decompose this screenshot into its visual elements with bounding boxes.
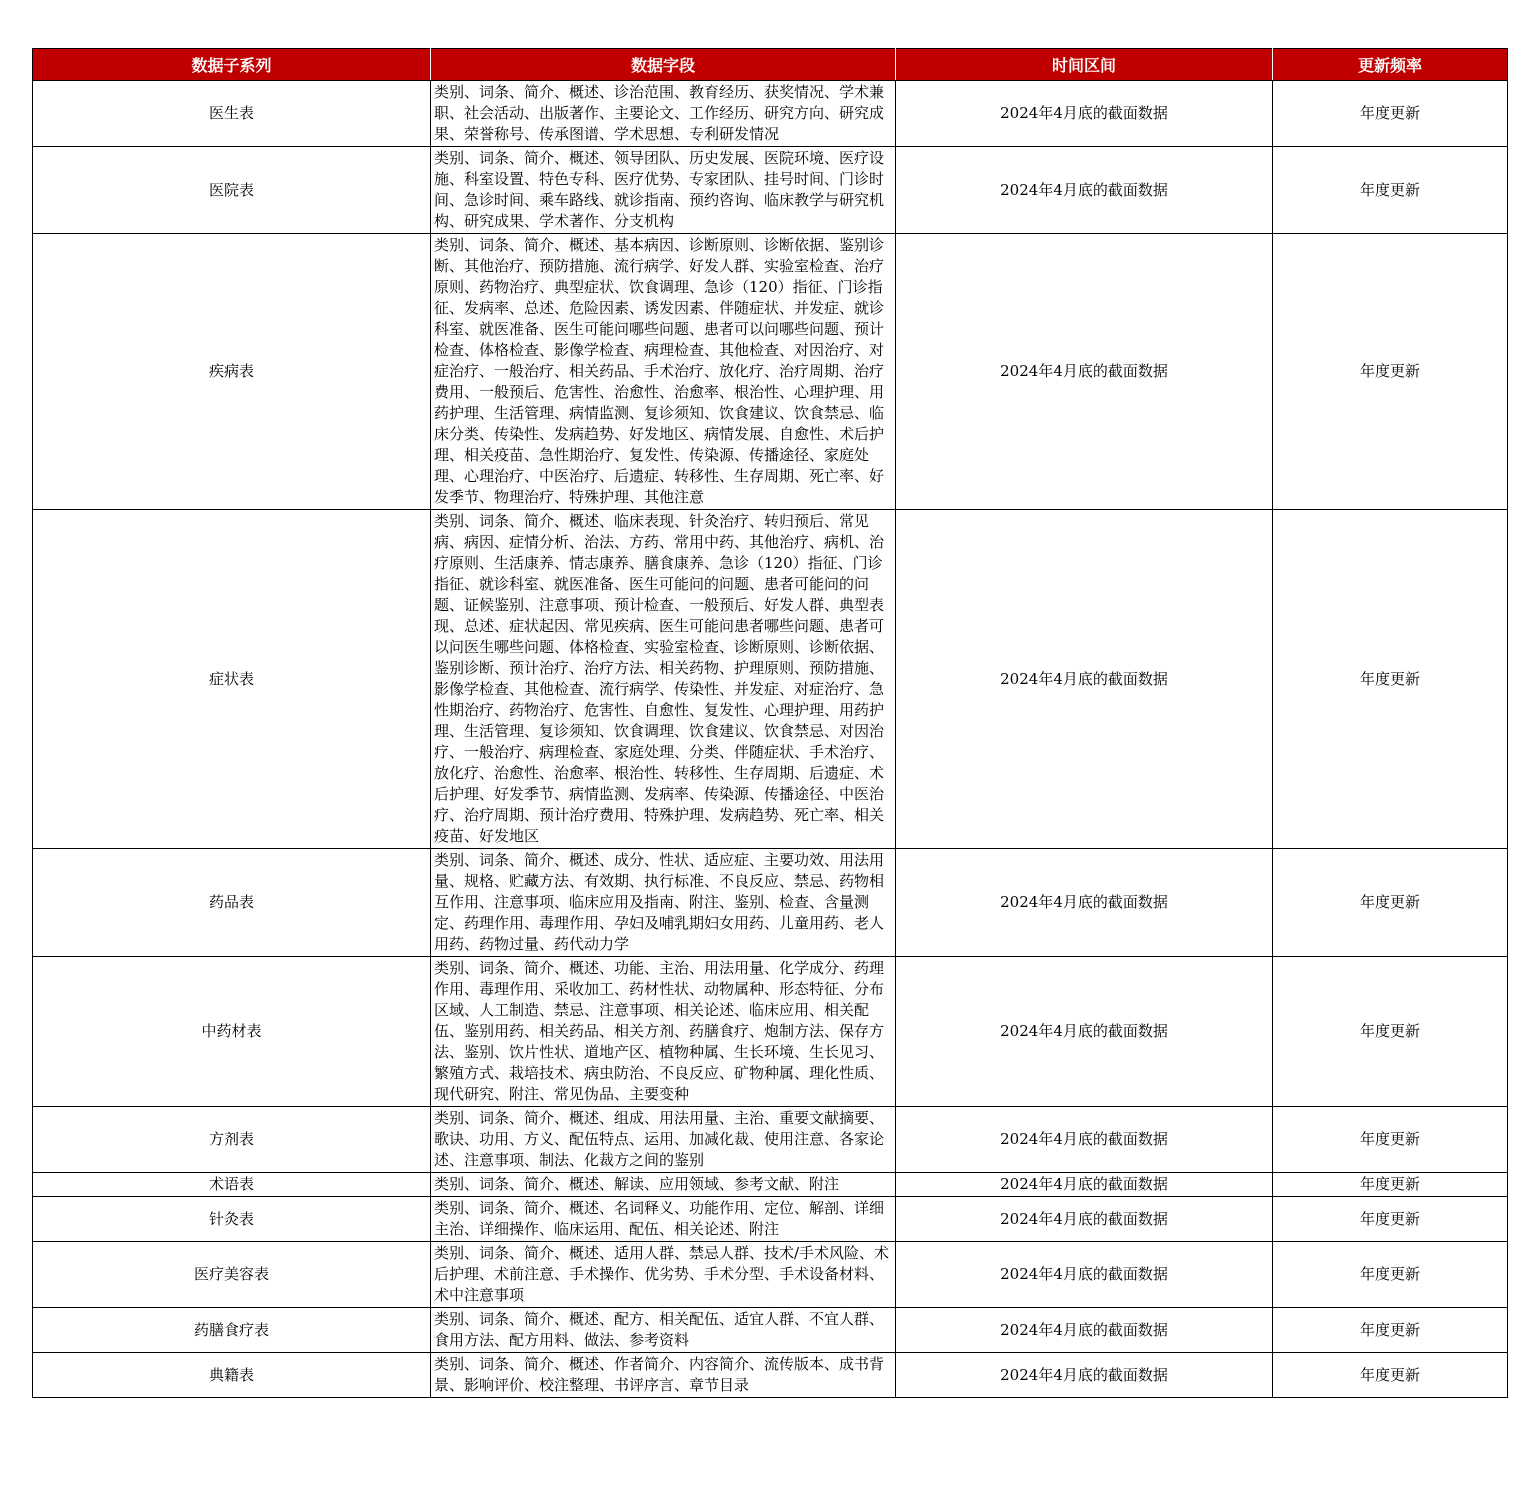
series-name: 药品表 — [33, 849, 431, 957]
time-range: 2024年4月底的截面数据 — [896, 1197, 1273, 1242]
update-frequency: 年度更新 — [1273, 510, 1508, 849]
update-frequency: 年度更新 — [1273, 957, 1508, 1107]
table-row — [33, 849, 1508, 957]
series-name: 疾病表 — [33, 234, 431, 510]
field-list: 类别、词条、简介、概述、名词释义、功能作用、定位、解剖、详细主治、详细操作、临床运用、配伍、相关论述、附注 — [431, 1197, 896, 1242]
data-series-table — [32, 48, 1508, 1398]
series-name: 医生表 — [33, 81, 431, 147]
table-row — [33, 1173, 1508, 1197]
update-frequency: 年度更新 — [1273, 81, 1508, 147]
update-frequency: 年度更新 — [1273, 1353, 1508, 1398]
field-list: 类别、词条、简介、概述、领导团队、历史发展、医院环境、医疗设施、科室设置、特色专科、医疗优势、专家团队、挂号时间、门诊时间、急诊时间、乘车路线、就诊指南、预约咨询、临床教学与研究机构、研究成果、学术著作、分支机构 — [431, 147, 896, 234]
time-range: 2024年4月底的截面数据 — [896, 1107, 1273, 1173]
field-list: 类别、词条、简介、概述、临床表现、针灸治疗、转归预后、常见病、病因、症情分析、治法、方药、常用中药、其他治疗、病机、治疗原则、生活康养、情志康养、膳食康养、急诊（120）指征、门诊指征、就诊科室、就医准备、医生可能问的问题、患者可能问的问题、证候鉴别、注意事项、预计检查、一般预后、好发人群、典型表现、总述、症状起因、常见疾病、医生可能问患者哪些问题、患者可以问医生哪些问题、体格检查、实验室检查、诊断原则、诊断依据、鉴别诊断、预计治疗、治疗方法、相关药物、护理原则、预防措施、影像学检查、其他检查、流行病学、传染性、并发症、对症治疗、急性期治疗、药物治疗、危害性、自愈性、复发性、心理护理、用药护理、生活管理、复诊须知、饮食调理、饮食建议、饮食禁忌、对因治疗、一般治疗、病理检查、家庭处理、分类、伴随症状、手术治疗、放化疗、治愈性、治愈率、根治性、转移性、生存周期、后遗症、术后护理、好发季节、病情监测、发病率、传染源、传播途径、中医治疗、治疗周期、预计治疗费用、特殊护理、发病趋势、死亡率、相关疫苗、好发地区 — [431, 510, 896, 849]
table-row — [33, 957, 1508, 1107]
field-list: 类别、词条、简介、概述、解读、应用领域、参考文献、附注 — [431, 1173, 896, 1197]
time-range: 2024年4月底的截面数据 — [896, 81, 1273, 147]
series-name: 针灸表 — [33, 1197, 431, 1242]
update-frequency: 年度更新 — [1273, 1308, 1508, 1353]
time-range: 2024年4月底的截面数据 — [896, 957, 1273, 1107]
series-name: 术语表 — [33, 1173, 431, 1197]
field-list: 类别、词条、简介、概述、成分、性状、适应症、主要功效、用法用量、规格、贮藏方法、有效期、执行标准、不良反应、禁忌、药物相互作用、注意事项、临床应用及指南、附注、鉴别、检查、含量测定、药理作用、毒理作用、孕妇及哺乳期妇女用药、儿童用药、老人用药、药物过量、药代动力学 — [431, 849, 896, 957]
time-range: 2024年4月底的截面数据 — [896, 147, 1273, 234]
series-name: 症状表 — [33, 510, 431, 849]
update-frequency: 年度更新 — [1273, 1197, 1508, 1242]
header-time-range: 时间区间 — [896, 49, 1273, 81]
time-range: 2024年4月底的截面数据 — [896, 1173, 1273, 1197]
field-list: 类别、词条、简介、概述、配方、相关配伍、适宜人群、不宜人群、食用方法、配方用料、做法、参考资料 — [431, 1308, 896, 1353]
series-name: 医疗美容表 — [33, 1242, 431, 1308]
time-range: 2024年4月底的截面数据 — [896, 849, 1273, 957]
field-list: 类别、词条、简介、概述、基本病因、诊断原则、诊断依据、鉴别诊断、其他治疗、预防措施、流行病学、好发人群、实验室检查、治疗原则、药物治疗、典型症状、饮食调理、急诊（120）指征、门诊指征、发病率、总述、危险因素、诱发因素、伴随症状、并发症、就诊科室、就医准备、医生可能问哪些问题、患者可以问哪些问题、预计检查、体格检查、影像学检查、病理检查、其他检查、对因治疗、对症治疗、一般治疗、相关药品、手术治疗、放化疗、治疗周期、治疗费用、一般预后、危害性、治愈性、治愈率、根治性、心理护理、用药护理、生活管理、病情监测、复诊须知、饮食建议、饮食禁忌、临床分类、传染性、发病趋势、好发地区、病情发展、自愈性、术后护理、相关疫苗、急性期治疗、复发性、传染源、传播途径、家庭处理、心理治疗、中医治疗、后遗症、转移性、生存周期、死亡率、好发季节、物理治疗、特殊护理、其他注意 — [431, 234, 896, 510]
table-row — [33, 1308, 1508, 1353]
series-name: 方剂表 — [33, 1107, 431, 1173]
update-frequency: 年度更新 — [1273, 1173, 1508, 1197]
table-row — [33, 1197, 1508, 1242]
table-row — [33, 234, 1508, 510]
table-row — [33, 1242, 1508, 1308]
series-name: 医院表 — [33, 147, 431, 234]
series-name: 药膳食疗表 — [33, 1308, 431, 1353]
time-range: 2024年4月底的截面数据 — [896, 234, 1273, 510]
time-range: 2024年4月底的截面数据 — [896, 510, 1273, 849]
series-name: 中药材表 — [33, 957, 431, 1107]
field-list: 类别、词条、简介、概述、组成、用法用量、主治、重要文献摘要、歌诀、功用、方义、配伍特点、运用、加减化裁、使用注意、各家论述、注意事项、制法、化裁方之间的鉴别 — [431, 1107, 896, 1173]
table-row — [33, 1353, 1508, 1398]
time-range: 2024年4月底的截面数据 — [896, 1242, 1273, 1308]
header-update-frequency: 更新频率 — [1273, 49, 1508, 81]
update-frequency: 年度更新 — [1273, 1107, 1508, 1173]
table-row — [33, 1107, 1508, 1173]
field-list: 类别、词条、简介、概述、适用人群、禁忌人群、技术/手术风险、术后护理、术前注意、手术操作、优劣势、手术分型、手术设备材料、术中注意事项 — [431, 1242, 896, 1308]
update-frequency: 年度更新 — [1273, 147, 1508, 234]
table-header-row — [33, 49, 1508, 81]
field-list: 类别、词条、简介、概述、功能、主治、用法用量、化学成分、药理作用、毒理作用、采收加工、药材性状、动物属种、形态特征、分布区域、人工制造、禁忌、注意事项、相关论述、临床应用、相关配伍、鉴别用药、相关药品、相关方剂、药膳食疗、炮制方法、保存方法、鉴别、饮片性状、道地产区、植物种属、生长环境、生长见习、繁殖方式、栽培技术、病虫防治、不良反应、矿物种属、理化性质、现代研究、附注、常见伪品、主要变种 — [431, 957, 896, 1107]
field-list: 类别、词条、简介、概述、作者简介、内容简介、流传版本、成书背景、影响评价、校注整理、书评序言、章节目录 — [431, 1353, 896, 1398]
table-row — [33, 510, 1508, 849]
table-row — [33, 81, 1508, 147]
time-range: 2024年4月底的截面数据 — [896, 1353, 1273, 1398]
field-list: 类别、词条、简介、概述、诊治范围、教育经历、获奖情况、学术兼职、社会活动、出版著作、主要论文、工作经历、研究方向、研究成果、荣誉称号、传承图谱、学术思想、专利研发情况 — [431, 81, 896, 147]
header-series: 数据子系列 — [33, 49, 431, 81]
update-frequency: 年度更新 — [1273, 1242, 1508, 1308]
time-range: 2024年4月底的截面数据 — [896, 1308, 1273, 1353]
table-row — [33, 147, 1508, 234]
update-frequency: 年度更新 — [1273, 234, 1508, 510]
update-frequency: 年度更新 — [1273, 849, 1508, 957]
header-fields: 数据字段 — [431, 49, 896, 81]
series-name: 典籍表 — [33, 1353, 431, 1398]
